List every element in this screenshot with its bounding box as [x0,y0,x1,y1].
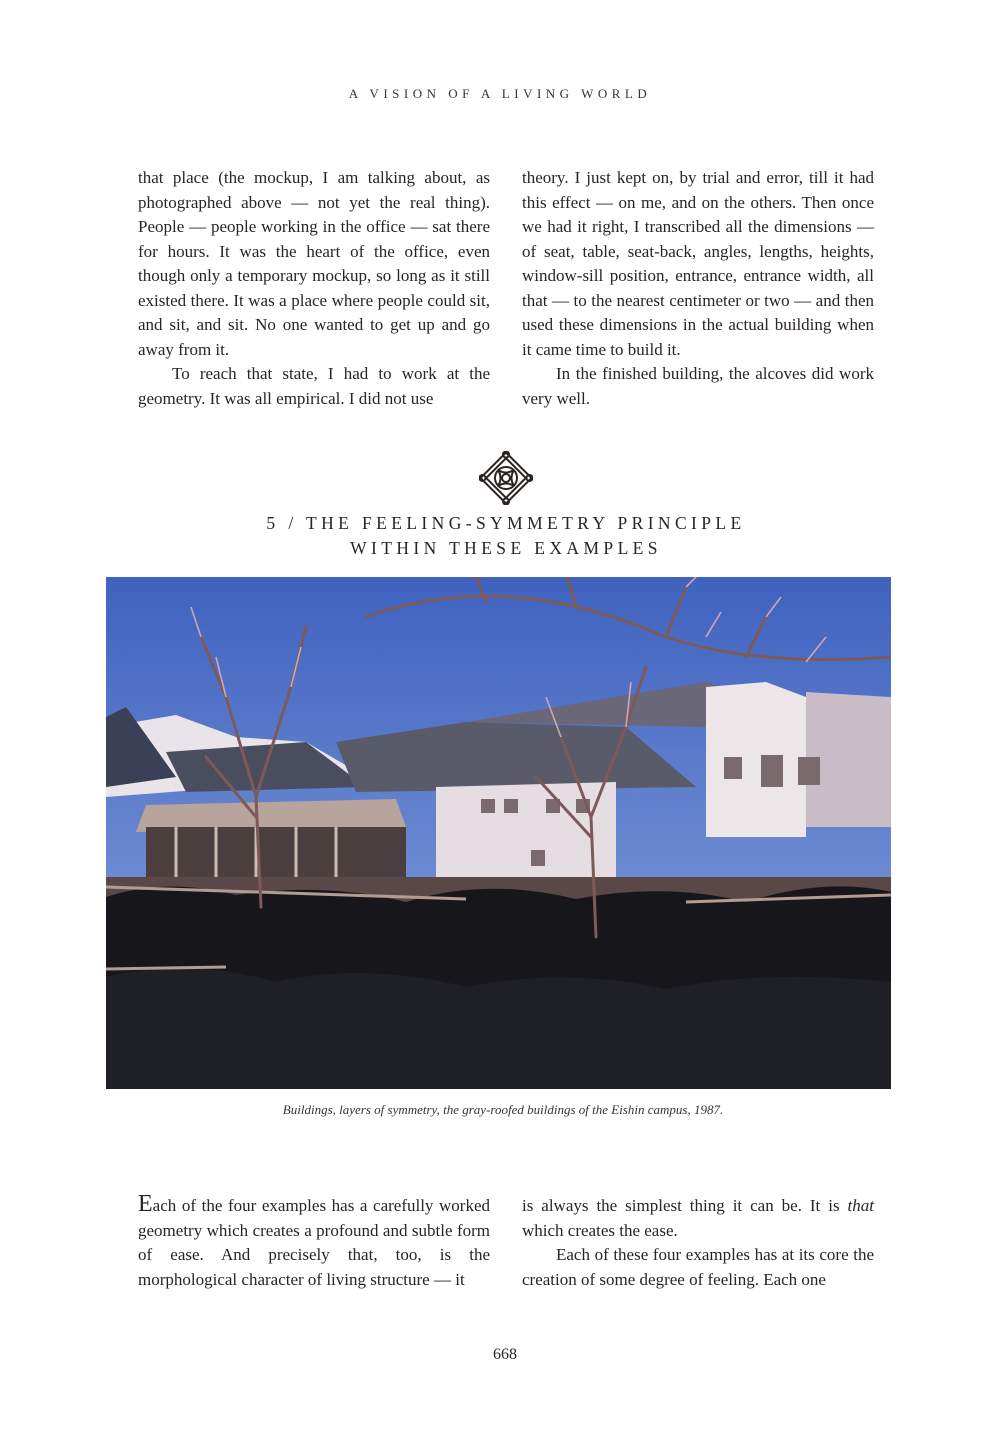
bottom-right-column [522,1194,874,1292]
paragraph: To reach that state, I had to work at the geometry. It was all empirical. I did not use [138,364,490,408]
knot-ornament-icon [479,451,533,505]
paragraph-text: ach of the four examples has a carefully worked geometry which creates a profound and subtle form of ease. And precisely that, too, is the morphological character of living structure — it [138,1196,490,1289]
emphasis-text: that [847,1196,874,1215]
section-heading [0,511,1000,561]
paragraph [522,1194,874,1243]
drop-cap: E [138,1191,153,1217]
figure-caption: Buildings, layers of symmetry, the gray-roofed buildings of the Eishin campus, 1987. [282,1102,724,1117]
paragraph [138,1191,490,1292]
bottom-left-column [138,1191,490,1292]
paragraph: Each of these four examples has at its core the creation of some degree of feeling. Each one [522,1245,874,1289]
paragraph: theory. I just kept on, by trial and error, till it had this effect — on me, and on the others. Then once we had it right, I transcribed all the dimensions — of seat, table, seat-back, angles, lengths, heights, window-sill position, entrance, entrance width, all that — to the nearest centimeter or two — and then used these dimensions in the actual building when it came time to build it. [522,168,874,359]
running-head: A VISION OF A LIVING WORLD [348,86,652,101]
top-right-column [522,166,874,411]
paragraph-text: is always the simplest thing it can be. It is [522,1196,848,1215]
page-number: 668 [493,1346,517,1363]
paragraph: In the finished building, the alcoves did work very well. [522,364,874,408]
paragraph: that place (the mockup, I am talking about, as photographed above — not yet the real thing). People — people working in the office — sat there for hours. It was the heart of the office, even though only a temporary mockup, so long as it still existed there. It was a place where people could sit, and sit, and sit. No one wanted to get up and go away from it. [138,168,490,359]
section-heading-line: WITHIN THESE EXAMPLES [350,538,662,558]
paragraph-text: which creates the ease. [522,1220,678,1240]
section-heading-line: 5 / THE FEELING-SYMMETRY PRINCIPLE [266,513,746,533]
campus-photograph [106,577,891,1089]
top-left-column [138,166,490,411]
